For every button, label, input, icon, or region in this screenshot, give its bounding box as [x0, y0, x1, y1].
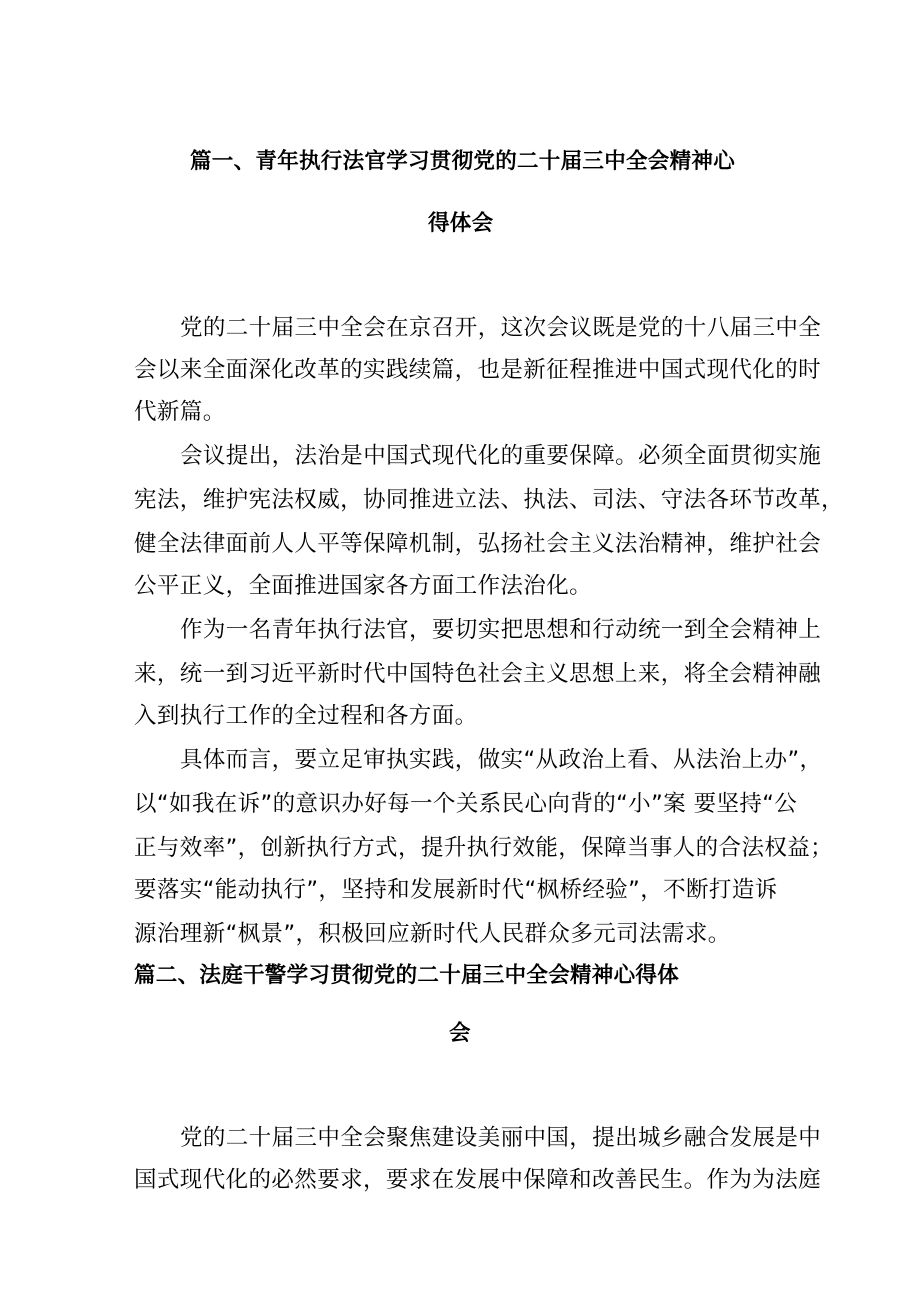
paragraph-line: 党的二十届三中全会在京召开，这次会议既是党的十八届三中全 [180, 315, 822, 341]
paragraph-line: 正与效率”，创新执行方式，提升执行效能，保障当事人的合法权益； [134, 835, 834, 861]
paragraph-line: 入到执行工作的全过程和各方面。 [134, 703, 478, 729]
paragraph-line: 党的二十届三中全会聚焦建设美丽中国，提出城乡融合发展是中 [180, 1125, 822, 1151]
section1-title-line1: 篇一、青年执行法官学习贯彻党的二十届三中全会精神心 [190, 149, 736, 174]
paragraph-line: 会以来全面深化改革的实践续篇，也是新征程推进中国式现代化的时 [134, 357, 822, 383]
paragraph-line: 公平正义，全面推进国家各方面工作法治化。 [134, 573, 593, 599]
paragraph-line: 来，统一到习近平新时代中国特色社会主义思想上来，将全会精神融 [134, 661, 822, 687]
section2-title-line2: 会 [449, 1021, 471, 1046]
paragraph-line: 宪法，维护宪法权威，协同推进立法、执法、司法、守法各环节改革， [134, 487, 844, 513]
paragraph-line: 会议提出，法治是中国式现代化的重要保障。必须全面贯彻实施 [180, 443, 822, 469]
paragraph-line: 作为一名青年执行法官，要切实把思想和行动统一到全会精神上 [180, 617, 822, 643]
paragraph-line: 源治理新“枫景”，积极回应新时代人民群众多元司法需求。 [134, 921, 731, 947]
paragraph-line: 代新篇。 [134, 399, 226, 425]
section2-title-line1: 篇二、法庭干警学习贯彻党的二十届三中全会精神心得体 [134, 963, 680, 988]
paragraph-line: 以“如我在诉”的意识办好每一个关系民心向背的“小”案 要坚持“公 [134, 791, 798, 817]
paragraph-line: 健全法律面前人人平等保障机制，弘扬社会主义法治精神，维护社会 [134, 531, 822, 557]
paragraph-line: 国式现代化的必然要求，要求在发展中保障和改善民生。作为为法庭 [134, 1167, 822, 1193]
paragraph-line: 具体而言，要立足审执实践，做实“从政治上看、从法治上办”， [180, 747, 823, 773]
paragraph-line: 要落实“能动执行”，坚持和发展新时代“枫桥经验”，不断打造诉 [134, 877, 778, 903]
section1-title-line2: 得体会 [428, 211, 494, 236]
